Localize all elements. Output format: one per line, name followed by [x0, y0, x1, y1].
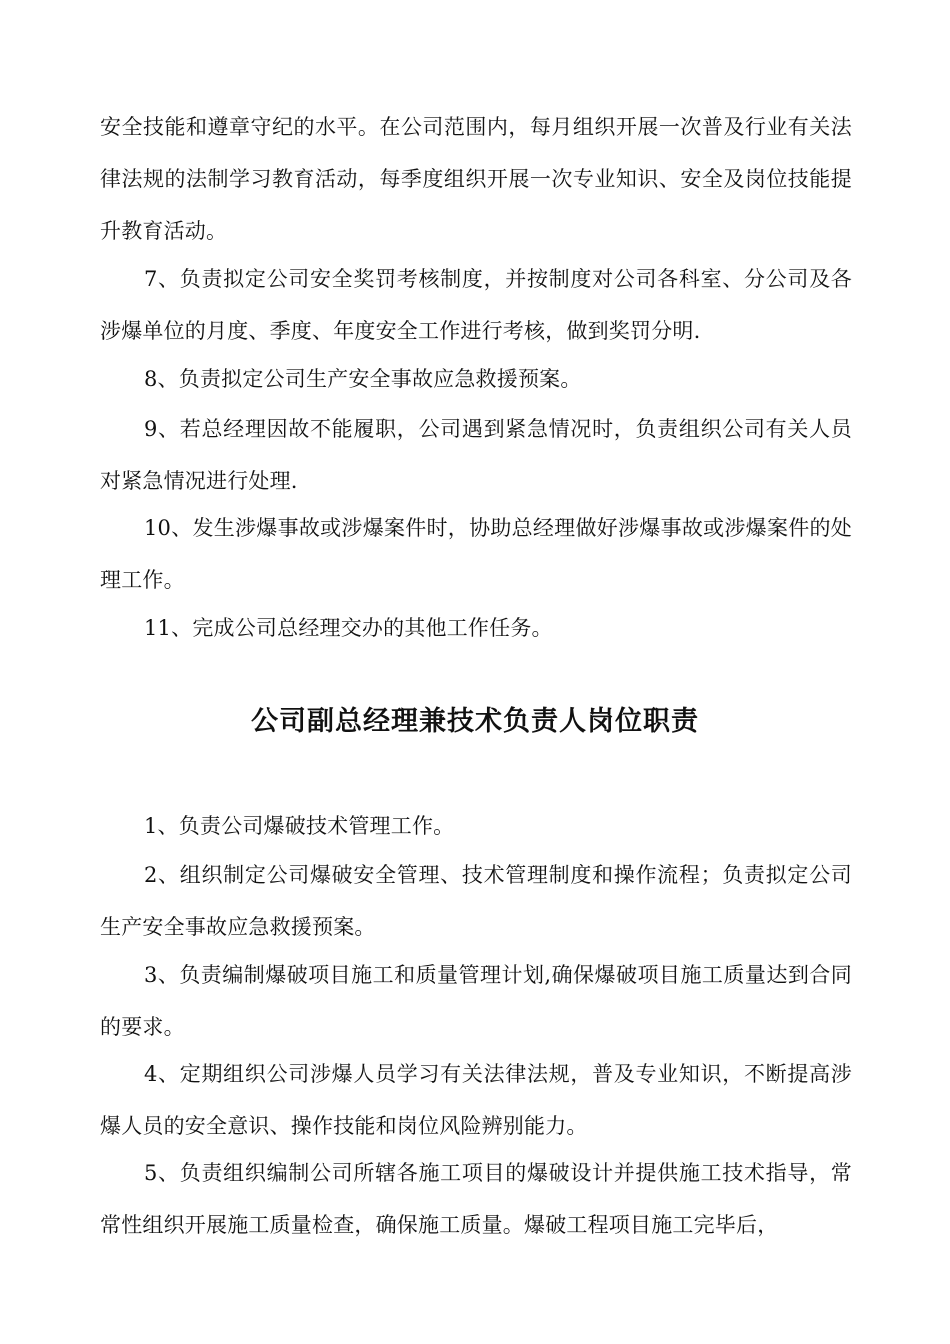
paragraph-item-8: 8、负责拟定公司生产安全事故应急救援预案。	[144, 367, 582, 391]
paragraph-item-9: 9、若总经理因故不能履职，公司遇到紧急情况时，负责组织公司有关人员对紧急情况进行处理.	[100, 417, 852, 493]
paragraph-item-7: 7、负责拟定公司安全奖罚考核制度，并按制度对公司各科室、分公司及各涉爆单位的月度、季度、年度安全工作进行考核，做到奖罚分明.	[100, 267, 852, 343]
paragraph-item-4: 4、定期组织公司涉爆人员学习有关法律法规，普及专业知识，不断提高涉爆人员的安全意识、操作技能和岗位风险辨别能力。	[100, 1062, 852, 1138]
paragraph-item-10: 10、发生涉爆事故或涉爆案件时，协助总经理做好涉爆事故或涉爆案件的处理工作。	[100, 516, 852, 592]
paragraph-continuation: 安全技能和遵章守纪的水平。在公司范围内，每月组织开展一次普及行业有关法律法规的法制学习教育活动，每季度组织开展一次专业知识、安全及岗位技能提升教育活动。	[100, 115, 852, 243]
paragraph-item-3: 3、负责编制爆破项目施工和质量管理计划,确保爆破项目施工质量达到合同的要求。	[100, 963, 852, 1039]
paragraph-item-1: 1、负责公司爆破技术管理工作。	[144, 814, 455, 838]
paragraph-item-11: 11、完成公司总经理交办的其他工作任务。	[144, 616, 553, 640]
section-title: 公司副总经理兼技术负责人岗位职责	[251, 706, 699, 737]
paragraph-item-2: 2、组织制定公司爆破安全管理、技术管理制度和操作流程；负责拟定公司生产安全事故应急救援预案。	[100, 863, 852, 939]
paragraph-item-5: 5、负责组织编制公司所辖各施工项目的爆破设计并提供施工技术指导，常常性组织开展施工质量检查，确保施工质量。爆破工程项目施工完毕后，	[100, 1161, 852, 1237]
